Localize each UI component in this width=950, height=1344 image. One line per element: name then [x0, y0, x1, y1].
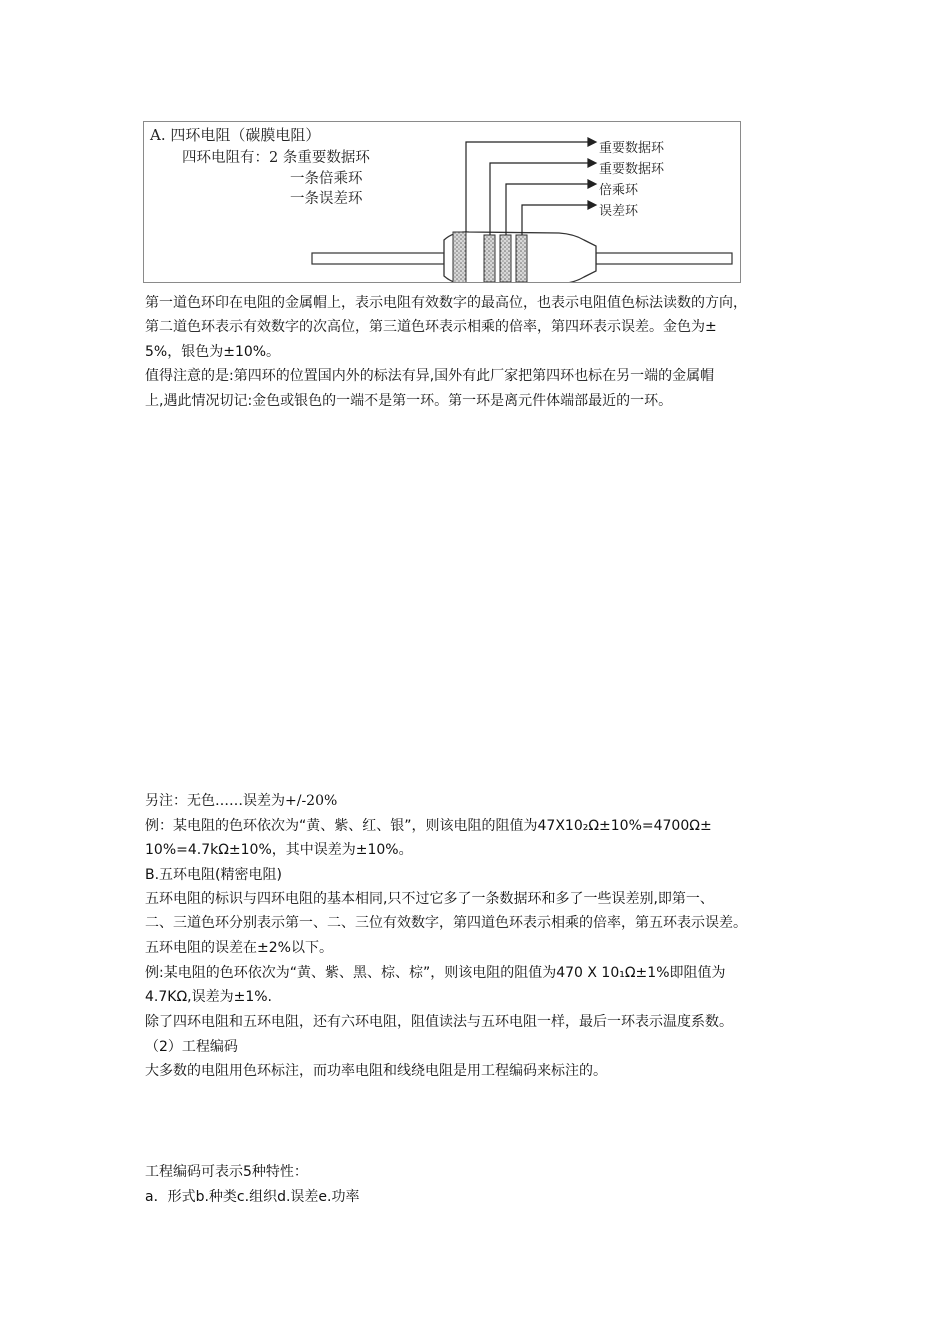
paragraph-line: 上,遇此情况切记:金色或银色的一端不是第一环。第一环是离元件体端部最近的一环。: [145, 393, 673, 409]
right-lead: [596, 253, 732, 264]
ring-1: [453, 232, 466, 282]
figure-line-2: 一条倍乘环: [290, 171, 363, 187]
resistor-diagram: [144, 122, 740, 282]
leader-line-1: [466, 142, 591, 232]
paragraph-line: 二、三道色环分别表示第一、二、三位有效数字，第四道色环表示相乘的倍率，第五环表示误差。: [145, 915, 747, 931]
ring-2: [484, 235, 495, 282]
section-heading: （2）工程编码: [145, 1039, 238, 1055]
example-line: 例：某电阻的色环依次为“黄、紫、红、银”，则该电阻的阻值为47X10₂Ω±10%=4700Ω±: [145, 818, 712, 834]
example-line: 10%=4.7kΩ±10%，其中误差为±10%。: [145, 842, 413, 858]
arrow-3: [588, 180, 596, 188]
ring-label-data-1: 重要数据环: [599, 141, 665, 156]
figure-title: A. 四环电阻（碳膜电阻）: [150, 126, 321, 144]
paragraph-line: 除了四环电阻和五环电阻，还有六环电阻，阻值读法与五环电阻一样，最后一环表示温度系数。: [145, 1014, 733, 1030]
paragraph-line: 工程编码可表示5种特性：: [145, 1164, 308, 1180]
section-heading: B.五环电阻(精密电阻): [145, 867, 282, 883]
arrow-2: [588, 159, 596, 167]
leader-line-3: [506, 184, 591, 235]
paragraph-line: 第二道色环表示有效数字的次高位，第三道色环表示相乘的倍率，第四环表示误差。金色为±: [145, 319, 717, 335]
leader-line-4: [522, 205, 591, 235]
leader-line-2: [490, 163, 591, 235]
paragraph-line: 值得注意的是:第四环的位置国内外的标法有异,国外有此厂家把第四环也标在另一端的金属帽: [145, 368, 715, 384]
paragraph-line: 第一道色环印在电阻的金属帽上，表示电阻有效数字的最高位，也表示电阻值色标法读数的方向，: [145, 295, 747, 311]
note-line: 另注：无色……误差为+/-20%: [145, 793, 338, 809]
ring-4: [516, 235, 527, 282]
ring-3: [500, 235, 511, 282]
ring-label-multiplier: 倍乘环: [599, 183, 639, 198]
ring-label-data-2: 重要数据环: [599, 162, 665, 177]
paragraph-line: a．形式b.种类c.组织d.误差e.功率: [145, 1189, 360, 1205]
arrow-1: [588, 138, 596, 146]
example-line: 4.7KΩ,误差为±1%.: [145, 989, 272, 1005]
paragraph-line: 5%，银色为±10%。: [145, 344, 281, 360]
figure-line-3: 一条误差环: [290, 191, 363, 207]
figure-line-1: 四环电阻有：2 条重要数据环: [182, 150, 370, 166]
paragraph-line: 大多数的电阻用色环标注，而功率电阻和线绕电阻是用工程编码来标注的。: [145, 1063, 607, 1079]
arrow-4: [588, 201, 596, 209]
paragraph-line: 五环电阻的标识与四环电阻的基本相同,只不过它多了一条数据环和多了一些误差别,即第一、: [145, 891, 714, 907]
example-line: 例:某电阻的色环依次为“黄、紫、黑、棕、棕”，则该电阻的阻值为470 X 10₁Ω±1%即阻值为: [145, 965, 726, 981]
ring-label-tolerance: 误差环: [599, 204, 639, 219]
paragraph-line: 五环电阻的误差在±2%以下。: [145, 940, 333, 956]
left-lead: [312, 253, 444, 264]
resistor-figure: [143, 121, 741, 283]
